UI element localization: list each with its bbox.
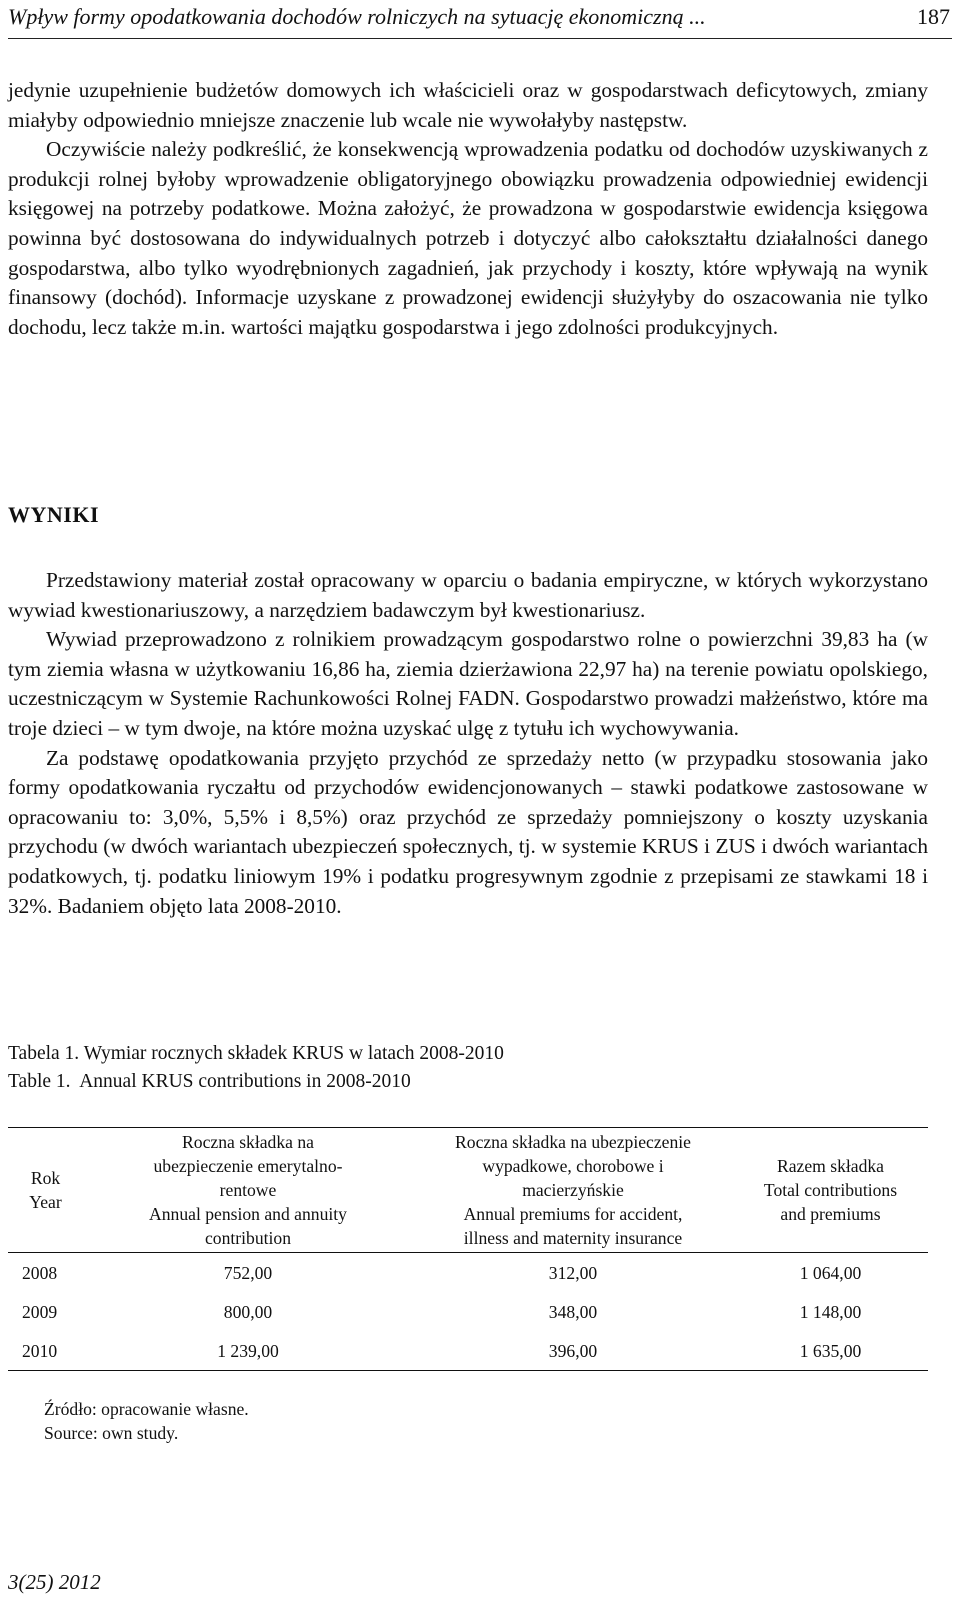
header-label-en: Total contributions and premiums [763,1180,898,1224]
cell-year: 2010 [22,1340,58,1361]
cell-year: 2009 [22,1301,58,1322]
paragraph: Za podstawę opodatkowania przyjęto przychód ze sprzedaży netto (w przypadku stosowania jako formy opodatkowania ryczałtu od przychodów ewidencjonowanych – stawki podatkowe zastosowane w opracowaniu to: 3,0%, 5,5% i 8,5%) oraz przychód ze sprzedaży pomniejszony o koszty uzyskania przychodu (w dwóch wariantach ubezpieczeń społecznych, tj. w systemie KRUS i ZUS i dwóch wariantach podatkowych, tj. podatku liniowym 19% i podatku progresywnym zgodnie z przepisami ze stawkami 18 i 32%. Badaniem objęto lata 2008-2010. [8,745,928,918]
running-title: Wpływ formy opodatkowania dochodów rolniczych na sytuację ekonomiczną ... [8,4,706,29]
paragraph: Przedstawiony materiał został opracowany w oparciu o badania empiryczne, w których wykorzystano wywiad kwestionariuszowy, a narzędziem badawczym był kwestionariusz. [8,568,928,622]
table-source [44,1397,249,1445]
running-header [8,4,952,39]
intro-text-block [8,76,928,342]
table-row [8,1331,928,1371]
table-caption-pl: Tabela 1. Wymiar rocznych składek KRUS w latach 2008-2010 [8,1043,504,1064]
results-text-block [8,566,928,921]
cell-total: 1 148,00 [799,1301,862,1322]
cell-pension: 752,00 [223,1262,273,1283]
paragraph: Oczywiście należy podkreślić, że konsekwencją wprowadzenia podatku od dochodów uzyskiwanych z produkcji rolnej byłoby wprowadzenie obligatoryjnego obowiązku prowadzenia odpowiedniej ewidencji księgowej na potrzeby podatkowe. Można założyć, że prowadzona w gospodarstwie ewidencja księgowa powinna być dostosowana do indywidualnych potrzeb i dotyczyć albo całokształtu działalności danego gospodarstwa, albo tylko wyodrębnionych zagadnień, jak przychody i koszty, które wpływają na wynik finansowy (dochód). Informacje uzyskane z prowadzonej ewidencji służyłyby do oszacowania nie tylko dochodu, lecz także m.in. wartości majątku gospodarstwa i jego zdolności produkcyjnych. [8,137,928,339]
header-year [8,1128,83,1253]
header-label-en: Annual premiums for accident, illness and maternity insurance [463,1204,683,1248]
cell-accident: 396,00 [548,1340,598,1361]
cell-pension: 800,00 [223,1301,273,1322]
header-pension [83,1128,413,1253]
header-label-pl: Razem składka [777,1156,884,1176]
krus-contributions-table [8,1127,928,1371]
header-label-pl: Rok [30,1168,61,1188]
header-label-en: Year [29,1192,62,1212]
page-number: 187 [917,4,950,29]
table-header-row [8,1128,928,1253]
cell-accident: 348,00 [548,1301,598,1322]
source-en: Source: own study. [44,1423,179,1443]
table-caption-en: Table 1. Annual KRUS contributions in 2008-2010 [8,1071,411,1092]
source-pl: Źródło: opracowanie własne. [44,1399,249,1419]
cell-total: 1 064,00 [799,1262,862,1283]
cell-pension: 1 239,00 [217,1340,279,1361]
header-label-en: Annual pension and annuity contribution [149,1204,347,1248]
header-total [733,1128,928,1253]
cell-total: 1 635,00 [799,1340,862,1361]
header-label-pl: Roczna składka na ubezpieczenie emerytalno-rentowe [153,1132,343,1200]
table-row [8,1292,928,1331]
header-accident [413,1128,733,1253]
section-heading: WYNIKI [8,502,100,527]
cell-accident: 312,00 [548,1262,598,1283]
paragraph: Wywiad przeprowadzono z rolnikiem prowadzącym gospodarstwo rolne o powierzchni 39,83 ha (w tym ziemia własna w użytkowaniu 16,86 ha, ziemia dzierżawiona 22,97 ha) na terenie powiatu opolskiego, uczestniczącym w Systemie Rachunkowości Rolnej FADN. Gospodarstwo prowadzi małżeństwo, które ma troje dzieci – w tym dwoje, na które można uzyskać ulgę z tytułu ich wychowywania. [8,627,928,740]
issue-footer: 3(25) 2012 [8,1570,101,1594]
table-row [8,1253,928,1293]
paragraph: jedynie uzupełnienie budżetów domowych ich właścicieli oraz w gospodarstwach deficytowych, zmiany miałyby odpowiednio mniejsze znaczenie lub wcale nie wywołałyby następstw. [8,78,928,132]
cell-year: 2008 [22,1262,58,1283]
header-label-pl: Roczna składka na ubezpieczenie wypadkowe, chorobowe i macierzyńskie [455,1132,691,1200]
